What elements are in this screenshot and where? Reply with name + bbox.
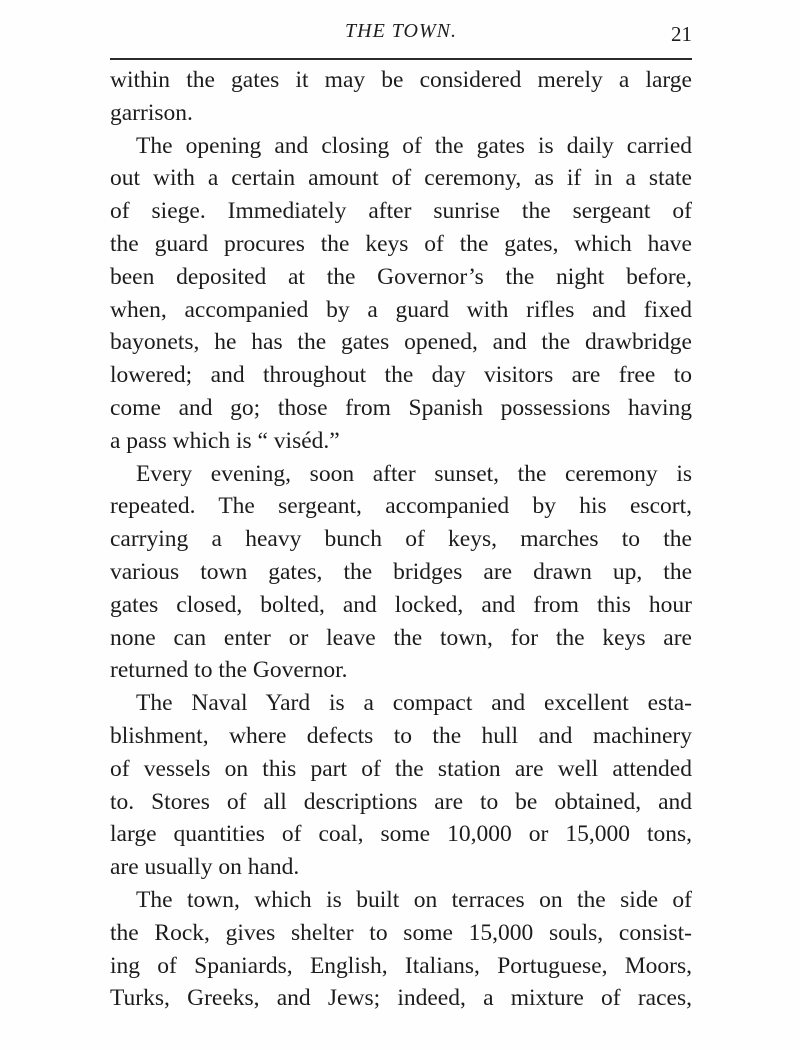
text-line: the guard procures the keys of the gates, which have <box>110 230 692 257</box>
paragraph-first-line: The opening and closing of the gates is daily carried <box>136 132 692 159</box>
text-line: out with a certain amount of ceremony, as if in a state <box>110 165 692 192</box>
text-line: been deposited at the Governor’s the night before, <box>110 263 692 290</box>
page-number: 21 <box>671 22 692 46</box>
running-title: THE TOWN. <box>345 20 457 42</box>
text-line: repeated. The sergeant, accompanied by his escort, <box>110 493 692 520</box>
text-line: carrying a heavy bunch of keys, marches to the <box>110 526 692 553</box>
text-line: within the gates it may be considered merely a large <box>110 67 692 93</box>
text-line: come and go; those from Spanish possessions having <box>110 394 692 421</box>
text-line: Turks, Greeks, and Jews; indeed, a mixture of races, <box>110 985 692 1012</box>
text-line: of siege. Immediately after sunrise the sergeant of <box>110 198 692 225</box>
paragraph-first-line: The town, which is built on terraces on the side of <box>136 886 692 913</box>
text-line: various town gates, the bridges are drawn up, the <box>110 558 692 585</box>
text-line: of vessels on this part of the station are well attended <box>110 755 692 782</box>
text-line: returned to the Governor. <box>110 657 348 684</box>
text-line: lowered; and throughout the day visitors are free to <box>110 362 692 389</box>
text-line: to. Stores of all descriptions are to be obtained, and <box>110 788 692 815</box>
running-head <box>110 16 692 50</box>
text-line: blishment, where defects to the hull and machinery <box>110 722 692 749</box>
text-line: gates closed, bolted, and locked, and from this hour <box>110 591 692 618</box>
text-line: the Rock, gives shelter to some 15,000 souls, consist- <box>110 919 692 946</box>
header-rule <box>110 58 692 60</box>
text-line: large quantities of coal, some 10,000 or 15,000 tons, <box>110 821 692 848</box>
paragraph-first-line: The Naval Yard is a compact and excellent esta- <box>136 690 692 717</box>
text-line: none can enter or leave the town, for the keys are <box>110 624 692 651</box>
text-line: when, accompanied by a guard with rifles and fixed <box>110 296 692 323</box>
text-line: ing of Spaniards, English, Italians, Portuguese, Moors, <box>110 952 692 979</box>
text-line: a pass which is “ viséd.” <box>110 427 340 454</box>
text-line: garrison. <box>110 99 193 126</box>
text-line: bayonets, he has the gates opened, and the drawbridge <box>110 329 692 356</box>
paragraph-first-line: Every evening, soon after sunset, the ceremony is <box>136 460 692 487</box>
body-text <box>110 64 692 1015</box>
text-line: are usually on hand. <box>110 854 300 881</box>
